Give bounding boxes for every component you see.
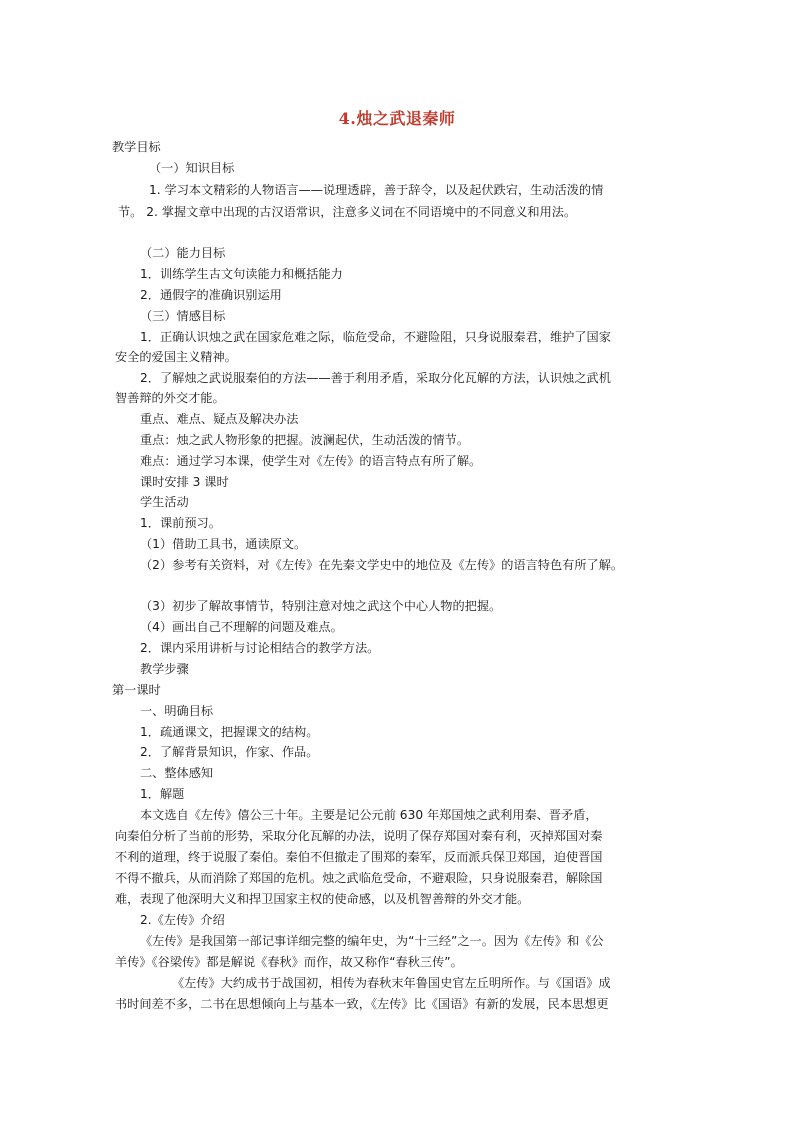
text-line: 1．解题 (140, 787, 185, 801)
text-line: 1．训练学生古文句读能力和概括能力 (140, 267, 343, 281)
text-line: 2.《左传》介绍 (140, 913, 225, 927)
text-line: 1．课前预习。 (140, 516, 221, 530)
text-line: 第一课时 (112, 683, 161, 697)
document-title: 4.烛之武退秦师 (338, 109, 456, 128)
text-line: 教学步骤 (140, 662, 189, 676)
text-line: （二）能力目标 (140, 246, 226, 260)
text-line: 重点：烛之武人物形象的把握。波澜起伏，生动活泼的情节。 (140, 433, 470, 447)
text-line: 1．正确认识烛之武在国家危难之际，临危受命，不避险阻，只身说服秦君，维护了国家 (140, 330, 611, 344)
text-line: 二、整体感知 (140, 766, 214, 780)
text-line: 难点：通过学习本课，使学生对《左传》的语言特点有所了解。 (140, 454, 482, 468)
text-line: 智善辩的外交才能。 (115, 391, 225, 405)
text-line: 一、明确目标 (140, 704, 214, 718)
text-line: 向秦伯分析了当前的形势，采取分化瓦解的办法，说明了保存郑国对秦有利，灭掉郑国对秦 (115, 829, 603, 843)
text-line: 安全的爱国主义精神。 (115, 350, 237, 364)
text-line: （4）画出自己不理解的问题及难点。 (140, 620, 343, 634)
text-line: 1. 学习本文精彩的人物语言——说理透辟，善于辞令，以及起伏跌宕，生动活泼的情 (149, 183, 604, 197)
text-line: 难，表现了他深明大义和捍卫国家主权的使命感，以及机智善辩的外交才能。 (115, 892, 530, 906)
text-line: 2．课内采用讲析与讨论相结合的教学方法。 (140, 641, 380, 655)
text-line: 书时间差不多，二书在思想倾向上与基本一致，《左传》比《国语》有新的发展，民本思想更 (115, 997, 609, 1011)
text-line: 《左传》大约成书于战国初，相传为春秋末年鲁国史官左丘明所作。与《国语》成 (172, 976, 611, 990)
text-line: 《左传》是我国第一部记事详细完整的编年史，为“十三经”之一。因为《左传》和《公 (140, 934, 604, 948)
text-line: 教学目标 (112, 140, 161, 154)
text-line: 课时安排 3 课时 (140, 475, 229, 489)
text-line: 2．通假字的准确识别运用 (140, 288, 282, 302)
text-line: 不得不撤兵，从而消除了郑国的危机。烛之武临危受命，不避艰险，只身说服秦君，解除国 (115, 871, 603, 885)
text-line: 节。 2. 掌握文章中出现的古汉语常识，注意多义词在不同语境中的不同意义和用法。 (118, 205, 577, 219)
text-line: （3）初步了解故事情节，特别注意对烛之武这个中心人物的把握。 (140, 599, 502, 613)
text-line: 学生活动 (140, 495, 189, 509)
text-line: 2．了解烛之武说服秦伯的方法——善于利用矛盾，采取分化瓦解的方法，认识烛之武机 (140, 371, 611, 385)
text-line: （2）参考有关资料，对《左传》在先秦文学史中的地位及《左传》的语言特色有所了解。 (140, 558, 624, 572)
text-line: 不利的道理，终于说服了秦伯。秦伯不但撤走了围郑的秦军，反而派兵保卫郑国，迫使晋国 (115, 850, 603, 864)
text-line: 2．了解背景知识，作家、作品。 (140, 745, 319, 759)
text-line: （三）情感目标 (140, 309, 226, 323)
text-line: （1）借助工具书，通读原文。 (140, 537, 307, 551)
text-line: （一）知识目标 (149, 161, 235, 175)
text-line: 1．疏通课文，把握课文的结构。 (140, 725, 319, 739)
text-line: 羊传》《谷梁传》都是解说《春秋》而作，故又称作“春秋三传”。 (115, 955, 463, 969)
text-line: 重点、难点、疑点及解决办法 (140, 412, 299, 426)
text-line: 本文选自《左传》僖公三十年。主要是记公元前 630 年郑国烛之武利用秦、晋矛盾， (140, 808, 598, 822)
